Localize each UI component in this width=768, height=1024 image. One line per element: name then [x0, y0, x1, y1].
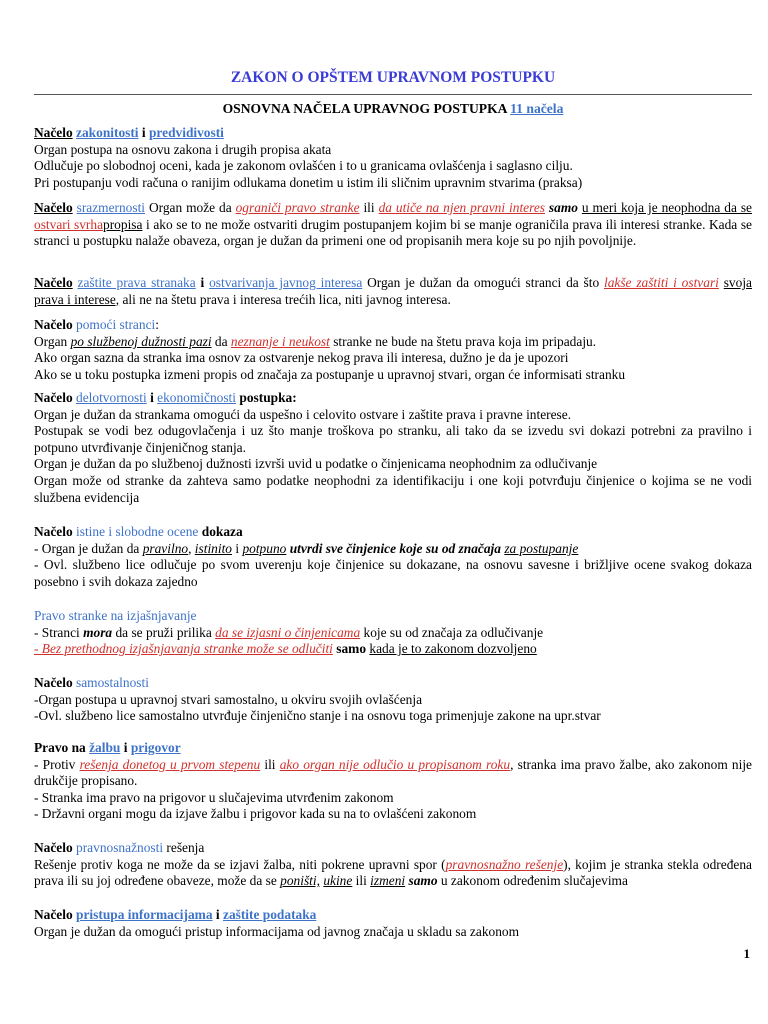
paragraph-line: Organ je dužan da po službenoj dužnosti izvrši uvid u podatke o činjenicama neophodnim za odlučivanje [34, 456, 598, 472]
paragraph-line: Organ može od stranke da zahteva samo podatke neophodni za identifikaciju i one koji potvrđuju činjenice o kojima se ne vodi službena evidencija [34, 472, 752, 505]
section-srazmernosti [34, 200, 752, 250]
heading-term: prigovor [130, 740, 181, 755]
section-heading: Načelo pravnosnažnosti rešenja [34, 840, 205, 855]
paragraph-line: - Ovl. službeno lice odlučuje po svom uverenju koje činjenice su dokazane, na osnovu savesne i brižljive ocene svakog dokaza posebno i svih dokaza zajedno [34, 557, 752, 589]
heading-term: delotvornosti [76, 390, 147, 405]
section-heading: Načelo zakonitosti i predvidivosti [34, 125, 224, 140]
paragraph-line: - Protiv rešenja donetog u prvom stepenu ili ako organ nije odlučio u propisanom roku, stranka ima pravo žalbe, ako zakonom nije drukčije propisano. [34, 756, 752, 789]
section-samostalnosti [34, 675, 752, 725]
heading-term: zaštite prava stranaka [77, 275, 196, 290]
heading-term: pomoći stranci [76, 317, 156, 332]
paragraph-line: - Državni organi mogu da izjave žalbu i prigovor kada su na to ovlašćeni zakonom [34, 806, 477, 822]
heading-term: samostalnosti [76, 675, 149, 690]
section-zakonitosti [34, 125, 752, 191]
document-title: ZAKON O OPŠTEM UPRAVNOM POSTUPKU [230, 69, 556, 86]
section-zalba [34, 740, 752, 823]
heading-term: zaštite podataka [223, 907, 317, 922]
subtitle-text: OSNOVNA NAČELA UPRAVNOG POSTUPKA [222, 101, 507, 116]
paragraph-line: - Stranci mora da se pruži prilika da se izjasni o činjenicama koje su od značaja za odlučivanje [34, 624, 544, 640]
section-izjasnjavanje [34, 608, 752, 658]
page-number: 1 [743, 946, 750, 961]
heading-term: žalbu [89, 740, 121, 755]
section-pomoci-stranci [34, 317, 752, 383]
section-heading: Načelo istine i slobodne ocene dokaza [34, 524, 243, 539]
paragraph-line: - Bez prethodnog izjašnjavanja stranke može se odlučiti samo kada je to zakonom dozvoljeno [34, 641, 537, 657]
heading-term: predvidivosti [148, 125, 224, 140]
heading-term: srazmernosti [76, 200, 146, 215]
paragraph-line: Organ postupa na osnovu zakona i drugih propisa akata [34, 141, 332, 157]
section-heading: Pravo stranke na izjašnjavanje [34, 608, 197, 623]
paragraph-line: Postupak se vodi bez odugovlačenja i uz što manje troškova po stranku, ali tako da se izvedu svi dokazi potrebni za pravilno i potpuno utvrđivanje činjeničnog stanja. [34, 423, 752, 455]
title-divider [34, 94, 752, 95]
paragraph-line: -Ovl. službeno lice samostalno utvrđuje činjenično stanje i na osnovu toga primenjuje zakone na upr.stvar [34, 708, 601, 724]
section-pravnosnaznosti [34, 840, 752, 890]
heading-term: ostvarivanja javnog interesa [209, 275, 363, 290]
paragraph: Načelo srazmernosti Organ može da ograniči pravo stranke ili da utiče na njen pravni interes samo u meri koja je neophodna da se ostvari svrhapropisa i ako se to ne može ostvariti drugim postupanjem kojim bi se manje ograničila prava ili interesi stranke. Kada se stranci u postupku nalaže obaveza, organ je dužan da primeni one od propisanih mera koje su po njih povoljnije. [34, 200, 752, 249]
document-subtitle [34, 101, 752, 118]
heading-term: zakonitosti [76, 125, 139, 140]
paragraph-line: Ako se u toku postupka izmeni propis od značaja za postupanje u upravnoj stvari, organ će informisati stranku [34, 366, 626, 382]
section-heading: Načelo pomoći stranci: [34, 317, 159, 332]
section-heading: Pravo na žalbu i prigovor [34, 740, 181, 755]
paragraph-line: -Organ postupa u upravnoj stvari samostalno, u okviru svojih ovlašćenja [34, 691, 423, 707]
paragraph-line: Odlučuje po slobodnoj oceni, kada je zakonom ovlašćen i to u granicama ovlašćenja i saglasno cilju. [34, 158, 573, 174]
paragraph-line: Organ po službenoj dužnosti pazi da neznanje i neukost stranke ne bude na štetu prava koja im pripadaju. [34, 333, 597, 349]
subtitle-link[interactable]: 11 načela [510, 101, 564, 116]
section-heading: Načelo samostalnosti [34, 675, 149, 690]
section-delotvornosti [34, 390, 752, 506]
heading-term: istine i slobodne ocene [76, 524, 199, 539]
paragraph-line: - Organ je dužan da pravilno, istinito i potpuno utvrdi sve činjenice koje su od značaja za postupanje [34, 540, 579, 556]
section-istine [34, 524, 752, 590]
paragraph-line: Ako organ sazna da stranka ima osnov za ostvarenje nekog prava ili interesa, dužno je da je upozori [34, 350, 569, 366]
paragraph: Načelo zaštite prava stranaka i ostvarivanja javnog interesa Organ je dužan da omogući stranci da što lakše zaštiti i ostvari svoja prava i interese, ali ne na štetu prava i interesa trećih lica, niti javnog interesa. [34, 275, 752, 307]
section-zastite-prava [34, 275, 752, 308]
paragraph-line: Organ je dužan da strankama omogući da uspešno i celovito ostvare i zaštite prava i pravne interese. [34, 406, 572, 422]
paragraph-line: Pri postupanju vodi računa o ranijim odlukama donetim u istim ili sličnim upravnim stvarima (praksa) [34, 174, 583, 190]
section-heading: Načelo delotvornosti i ekonomičnosti postupka: [34, 390, 297, 405]
paragraph: Rešenje protiv koga ne može da se izjavi žalba, niti pokrene upravni spor (pravnosnažno rešenje), kojim je stranka stekla određena prava ili su joj određene obaveze, može da se poništi, ukine ili izmeni samo u zakonom određenim slučajevima [34, 856, 752, 889]
paragraph-line: Organ je dužan da omogući pristup informacijama od javnog značaja u skladu sa zakonom [34, 923, 520, 939]
heading-term: pravnosnažnosti [76, 840, 164, 855]
section-informacije [34, 907, 752, 940]
section-heading: Načelo pristupa informacijama i zaštite podataka [34, 907, 317, 922]
paragraph-line: - Stranka ima pravo na prigovor u slučajevima utvrđenim zakonom [34, 789, 394, 805]
heading-term: ekonomičnosti [157, 390, 237, 405]
heading-term: pristupa informacijama [76, 907, 213, 922]
